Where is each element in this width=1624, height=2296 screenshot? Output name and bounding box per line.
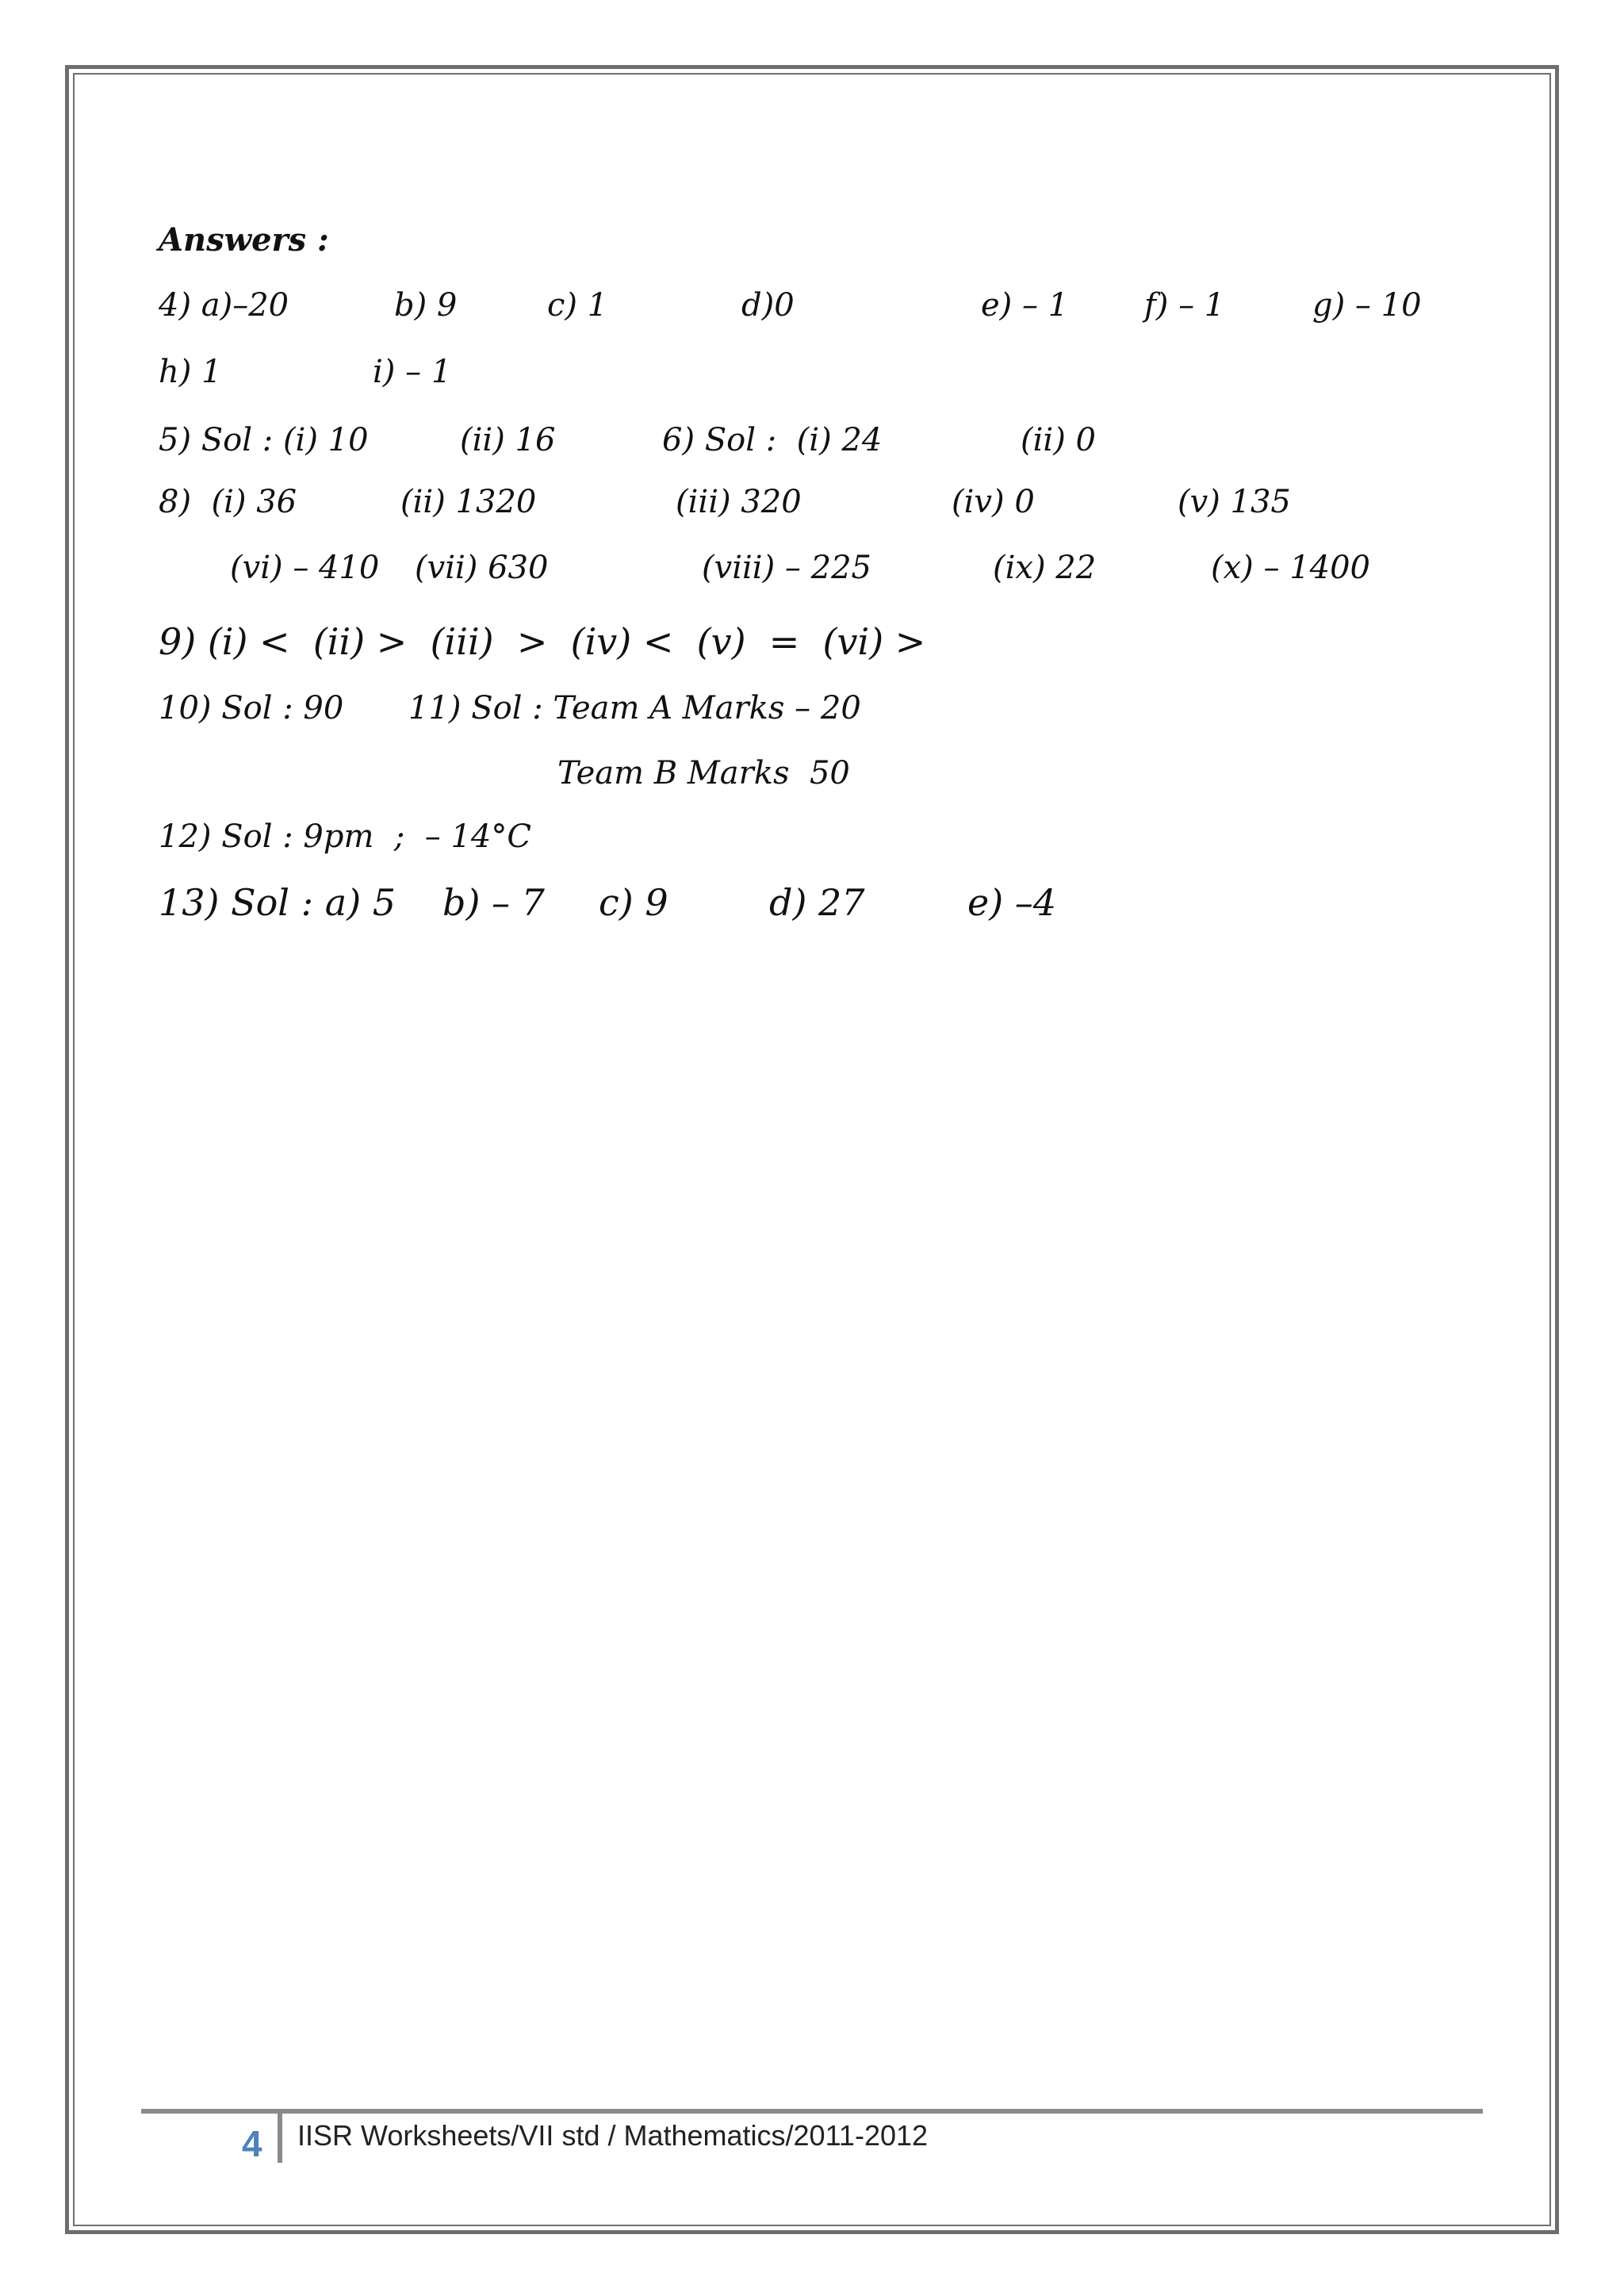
q11-team-b: Team B Marks 50 bbox=[557, 755, 850, 792]
q6-i: 6) Sol : (i) 24 bbox=[662, 422, 883, 458]
q8-iv: (iv) 0 bbox=[952, 484, 1035, 520]
q4-i: i) – 1 bbox=[373, 354, 452, 390]
q8-ix: (ix) 22 bbox=[993, 550, 1097, 586]
q5-i: 5) Sol : (i) 10 bbox=[159, 422, 369, 458]
q4-c: c) 1 bbox=[547, 287, 608, 324]
q11-team-a: 11) Sol : Team A Marks – 20 bbox=[408, 690, 861, 726]
q9-answers: 9) (i) < (ii) > (iii) > (iv) < (v) = (vi) > bbox=[159, 620, 926, 663]
q4-g: g) – 10 bbox=[1312, 287, 1422, 324]
q8-iii: (iii) 320 bbox=[676, 484, 802, 520]
q5-ii: (ii) 16 bbox=[460, 422, 556, 458]
q8-viii: (viii) – 225 bbox=[702, 550, 871, 586]
q10-answer: 10) Sol : 90 bbox=[159, 690, 344, 726]
q8-vii: (vii) 630 bbox=[415, 550, 549, 586]
q8-ii: (ii) 1320 bbox=[400, 484, 537, 520]
q4-e: e) – 1 bbox=[981, 287, 1069, 324]
q6-ii: (ii) 0 bbox=[1021, 422, 1096, 458]
answers-heading: Answers : bbox=[159, 221, 329, 259]
q13-b: b) – 7 bbox=[442, 881, 545, 924]
q8-v: (v) 135 bbox=[1178, 484, 1291, 520]
footer-separator bbox=[278, 2114, 282, 2163]
page-border-inner bbox=[73, 73, 1551, 2226]
q4-h: h) 1 bbox=[159, 354, 222, 390]
q8-vi: (vi) – 410 bbox=[230, 550, 380, 586]
q13-c: c) 9 bbox=[599, 881, 668, 924]
q12-answer: 12) Sol : 9pm ; – 14°C bbox=[159, 818, 531, 855]
q4-a: 4) a)–20 bbox=[159, 287, 289, 324]
q13-e: e) –4 bbox=[967, 881, 1057, 924]
q4-b: b) 9 bbox=[394, 287, 458, 324]
page-number: 4 bbox=[242, 2123, 262, 2164]
footer-rule bbox=[141, 2109, 1483, 2114]
q4-f: f) – 1 bbox=[1144, 287, 1225, 324]
footer-text: IISR Worksheets/VII std / Mathematics/2011-2012 bbox=[297, 2119, 929, 2152]
q8-i: 8) (i) 36 bbox=[159, 484, 297, 520]
q13-a: 13) Sol : a) 5 bbox=[159, 881, 396, 924]
q4-d: d)0 bbox=[741, 287, 795, 324]
q8-x: (x) – 1400 bbox=[1211, 550, 1370, 586]
q13-d: d) 27 bbox=[769, 881, 865, 924]
